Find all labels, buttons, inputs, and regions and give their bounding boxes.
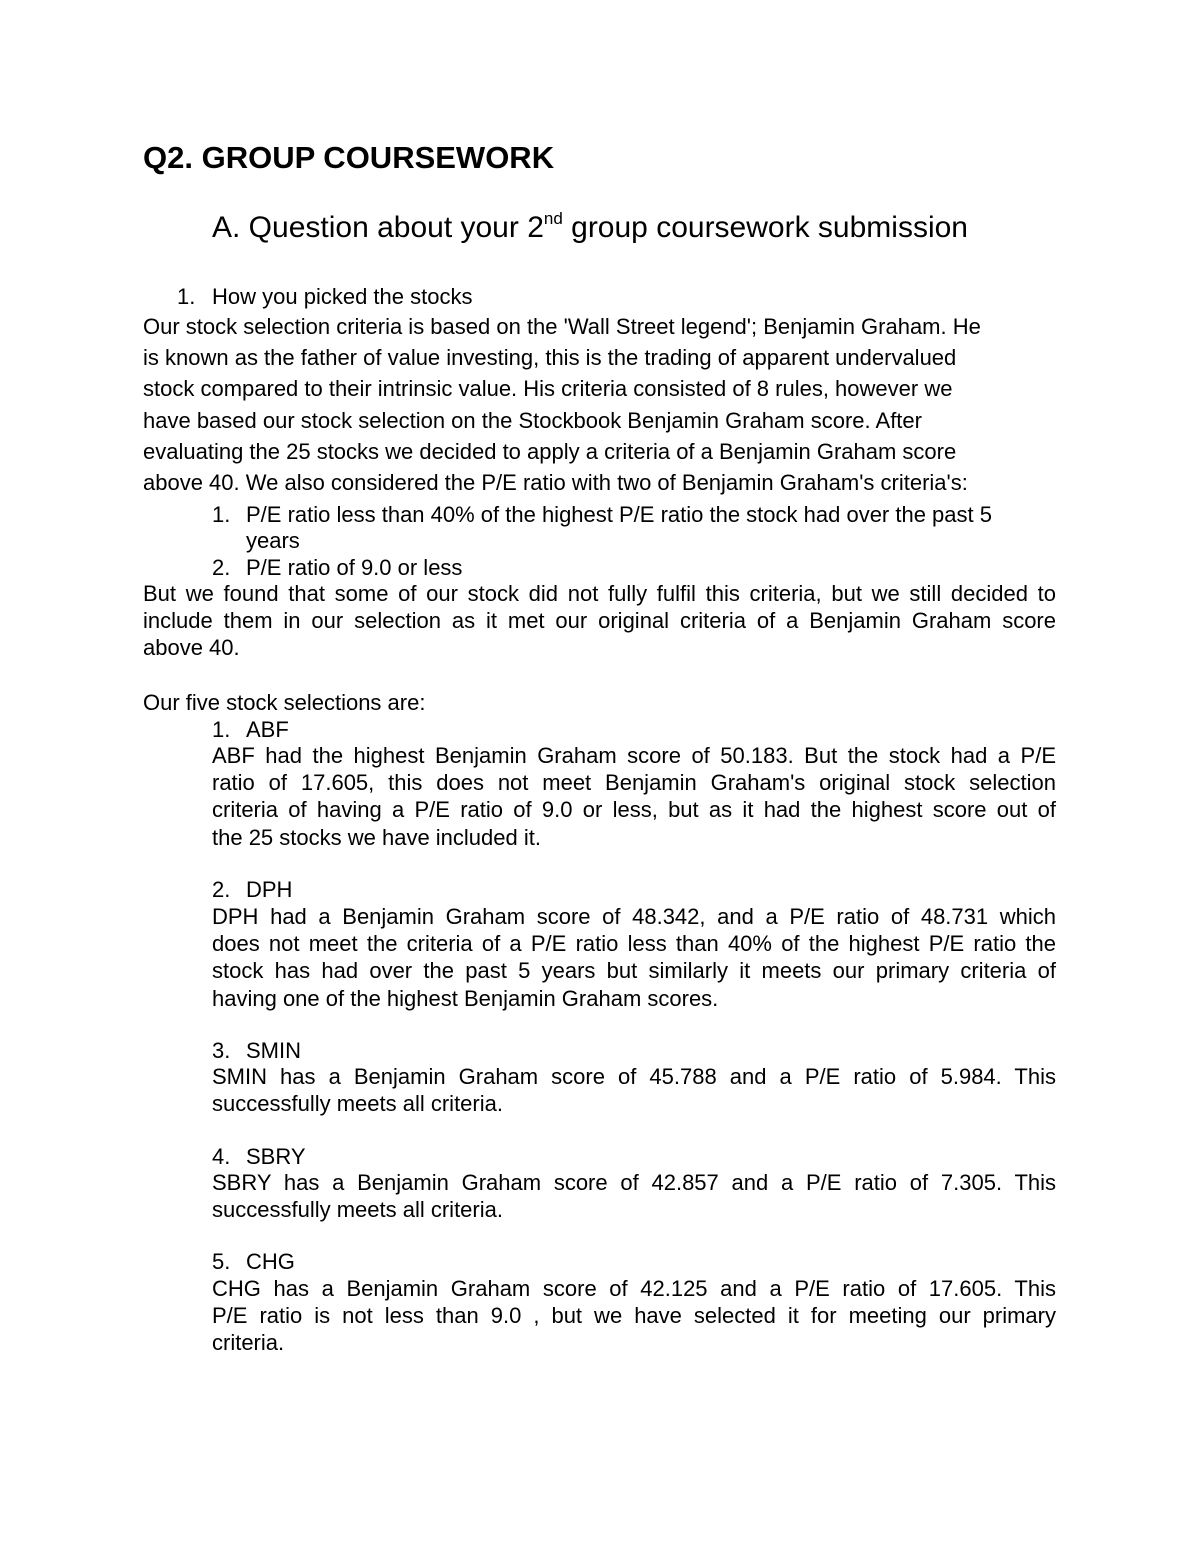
- description-line: having one of the highest Benjamin Graham scores.: [212, 985, 719, 1011]
- criteria-number: 2.: [212, 555, 231, 580]
- description-line: the 25 stocks we have included it.: [212, 824, 541, 850]
- paragraph-line: stock compared to their intrinsic value. His criteria consisted of 8 rules, however we: [143, 376, 953, 402]
- selections-intro: Our five stock selections are:: [143, 690, 426, 715]
- description-line: stock has had over the past 5 years but similarly it meets our primary criteria of: [212, 958, 1056, 984]
- criteria-item: P/E ratio of 9.0 or less: [246, 555, 463, 580]
- description-line: DPH had a Benjamin Graham score of 48.342, and a P/E ratio of 48.731 which: [212, 904, 1056, 929]
- description-line: criteria.: [212, 1330, 285, 1356]
- page-title: Q2. GROUP COURSEWORK: [143, 140, 555, 175]
- stock-description: [212, 1169, 1056, 1223]
- description-line: ABF had the highest Benjamin Graham score of 50.183. But the stock had a P/E: [212, 743, 1056, 768]
- stock-number: 3.: [212, 1038, 231, 1063]
- description-line: does not meet the criteria of a P/E ratio less than 40% of the highest P/E ratio the: [212, 931, 1056, 957]
- paragraph-line: above 40.: [143, 635, 240, 661]
- paragraph-line: above 40. We also considered the P/E ratio with two of Benjamin Graham's criteria's:: [143, 470, 968, 496]
- description-line: successfully meets all criteria.: [212, 1091, 503, 1117]
- criteria-number: 1.: [212, 502, 231, 527]
- paragraph-line: include them in our selection as it met our original criteria of a Benjamin Graham score: [143, 608, 1056, 634]
- stock-description: [212, 1275, 1056, 1357]
- stock-ticker: SBRY: [246, 1144, 306, 1169]
- criteria-item: P/E ratio less than 40% of the highest P/E ratio the stock had over the past 5: [246, 502, 992, 527]
- description-line: criteria of having a P/E ratio of 9.0 or less, but as it had the highest score out of: [212, 797, 1056, 823]
- stock-number: 2.: [212, 877, 231, 902]
- stock-ticker: SMIN: [246, 1038, 301, 1063]
- section-heading-text-end: group coursework submission: [562, 211, 968, 244]
- description-line: SBRY has a Benjamin Graham score of 42.857 and a P/E ratio of 7.305. This: [212, 1170, 1056, 1195]
- paragraph-line: But we found that some of our stock did not fully fulfil this criteria, but we still decided to: [143, 581, 1056, 606]
- stock-description: [212, 1063, 1056, 1117]
- stock-description: [212, 742, 1056, 851]
- paragraph-line: Our stock selection criteria is based on the 'Wall Street legend'; Benjamin Graham. He: [143, 314, 981, 339]
- paragraph-line: have based our stock selection on the Stockbook Benjamin Graham score. After: [143, 407, 922, 433]
- description-line: CHG has a Benjamin Graham score of 42.125 and a P/E ratio of 17.605. This: [212, 1276, 1056, 1301]
- description-line: P/E ratio is not less than 9.0 , but we have selected it for meeting our primary: [212, 1303, 1056, 1329]
- section1-number: 1.: [177, 284, 196, 309]
- section1-title: How you picked the stocks: [212, 284, 473, 309]
- exception-paragraph: [143, 580, 1056, 662]
- stock-description: [212, 903, 1056, 1012]
- section-heading: [212, 211, 968, 245]
- criteria-paragraph: [143, 311, 1063, 498]
- stock-ticker: CHG: [246, 1249, 295, 1274]
- section-heading-superscript: nd: [543, 209, 563, 228]
- description-line: SMIN has a Benjamin Graham score of 45.788 and a P/E ratio of 5.984. This: [212, 1064, 1056, 1089]
- stock-ticker: ABF: [246, 717, 289, 742]
- description-line: successfully meets all criteria.: [212, 1197, 503, 1223]
- stock-ticker: DPH: [246, 877, 293, 902]
- description-line: ratio of 17.605, this does not meet Benjamin Graham's original stock selection: [212, 770, 1056, 796]
- section-heading-text: A. Question about your 2: [212, 211, 544, 244]
- stock-number: 4.: [212, 1144, 231, 1169]
- stock-number: 1.: [212, 717, 231, 742]
- criteria-item-continued: years: [246, 528, 300, 553]
- paragraph-line: evaluating the 25 stocks we decided to apply a criteria of a Benjamin Graham score: [143, 438, 957, 464]
- paragraph-line: is known as the father of value investing, this is the trading of apparent undervalued: [143, 345, 957, 371]
- stock-number: 5.: [212, 1249, 231, 1274]
